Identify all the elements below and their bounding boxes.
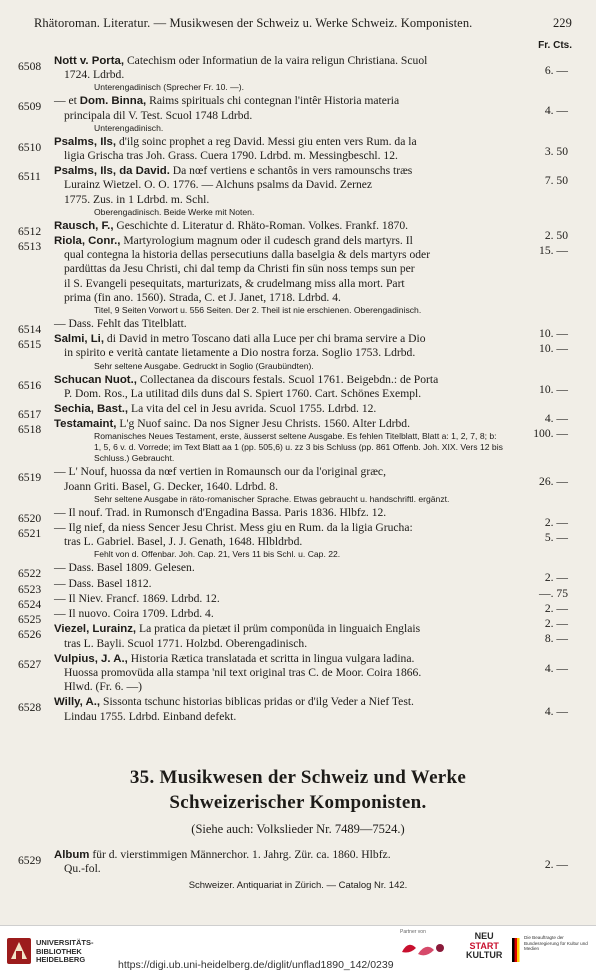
- entry-price: 4. —: [544, 104, 568, 118]
- entry-line: d'ilg soinc prophet a reg David. Messi giu enten vers Rum. da la: [118, 134, 417, 148]
- entry-author: Willy, A.,: [54, 696, 101, 709]
- entry-body: [54, 135, 506, 163]
- entry-line: Trad. in Rumonsch d'Engadina Bassa. Paris 1836. Hlbfz. 12.: [105, 505, 387, 519]
- entry-body: [54, 54, 506, 93]
- entry-line: P. Dom. Ros., La utilitad dils duns dal S. Spiert 1760. Cart. Schönes Exempl.: [64, 386, 422, 400]
- entry-note: Oberengadinisch. Beide Werke mit Noten.: [94, 206, 255, 217]
- entry-author: Salmi, Li,: [54, 333, 105, 346]
- entry-line: da niess Sencer Jesu Christ. Mess giu en Rum. da la ligia Grucha:: [108, 521, 413, 535]
- entry-line: Lindau 1755. Ldrbd. Einband defekt.: [64, 709, 237, 723]
- entry-line: Coira 1709. Ldrbd. 4.: [113, 607, 214, 621]
- entry-note: Sehr seltene Ausgabe in räto-romanischer Sprache. Etwas gebraucht u. handschriftl. ergänzt.: [94, 493, 450, 504]
- entry-number: 6526: [18, 628, 42, 642]
- entry-line: di David in metro Toscano dati alla Luce per chi brama servire a Dio: [106, 332, 426, 346]
- entry-body: [54, 561, 506, 575]
- university-seal-icon: [6, 937, 32, 965]
- partner-label: Partner von: [400, 929, 426, 935]
- entry-body: [54, 622, 506, 650]
- entry-lead: — Il nuovo.: [54, 607, 111, 621]
- entry-price: 2. —: [544, 617, 568, 631]
- entry-line: La pratica da pietæt il prüm componüda in linguaich Englais: [139, 622, 421, 636]
- entry-line: ligia Grischa tras Joh. Grass. Cuera 1790. Ldrbd. m. Messingbeschl. 12.: [64, 149, 398, 163]
- entry-line: Francf. 1869. Ldrbd. 12.: [106, 591, 220, 605]
- entry-price: 10. —: [539, 327, 568, 341]
- entry-price: 3. 50: [544, 144, 568, 158]
- list-item: [18, 373, 574, 401]
- entry-number: 6515: [18, 338, 42, 352]
- list-item: [18, 652, 574, 695]
- entry-line: principala dil V. Test. Scuol 1748 Ldrbd.: [64, 108, 253, 122]
- entry-number: 6529: [18, 854, 42, 867]
- entry-lead: — Il Niev.: [54, 591, 104, 605]
- entry-line: in spirito e verità cantate lietamente a Dio nostra forza. Soglio 1753. Ldrbd.: [64, 346, 416, 360]
- library-logo-text[interactable]: UNIVERSITÄTS- BIBLIOTHEK HEIDELBERG: [36, 938, 94, 964]
- entry-price: 2. —: [544, 571, 568, 585]
- entry-line: L'g Nuof sainc. Da nos Signer Jesu Christs. 1560. Alter Ldrbd.: [119, 417, 410, 431]
- page-url-link[interactable]: https://digi.ub.uni-heidelberg.de/diglit/unflad1890_142/0239: [118, 959, 394, 971]
- entry-line: pardüttas da Jesu Christi, chi dal temp da Christi fin sün noss temps sun per: [64, 262, 415, 276]
- entry-body: [54, 848, 506, 876]
- entry-line: Martyrologium magnum oder il cudesch grand dels martyrs. Il: [123, 234, 413, 248]
- entry-line: Lurainz Wietzel. O. O. 1776. — Alchuns psalms da David. Zernez: [64, 178, 373, 192]
- entry-price: 4. —: [544, 705, 568, 719]
- entry-lead: — et: [54, 94, 77, 108]
- entry-list: [18, 54, 574, 725]
- entry-number: 6528: [18, 701, 42, 715]
- entry-note: Unterengadinisch (Sprecher Fr. 10. —).: [94, 82, 244, 93]
- entry-author: Rausch, F.,: [54, 219, 114, 232]
- entry-note: Romanisches Neues Testament, erste, äusserst seltene Ausgabe. Es fehlen Titelblatt, Blatt a: 1, 2, 7, 8; b: 1, 5, 6 v. d. Vorrede; im Text Blatt aa 1 (pp. 505,6) u. zz 3 bis Schluss (pp. 861 Offenb. Joh. XIX. Vers 12 bis Schluss.) Gebraucht.: [94, 431, 503, 464]
- section-title-line-2: Schweizerischer Komponisten.: [169, 792, 427, 813]
- entry-line: Catechism oder Informatiun de la vaira religun Christiana. Scuol: [126, 54, 428, 67]
- entry-note: Sehr seltene Ausgabe. Gedruckt in Soglio (Graubündten).: [94, 360, 314, 371]
- entry-line: il S. Evangeli pesequitats, marturizats, & crudelmang miss alla mort. Part: [64, 276, 405, 290]
- entry-body: [54, 234, 506, 316]
- list-item: [18, 417, 574, 464]
- entry-body: [54, 332, 506, 371]
- list-item: [18, 695, 574, 723]
- entry-number: 6511: [18, 170, 41, 184]
- entry-line: huossa da nœf vertien in Romaunsch our da l'original græc,: [110, 465, 386, 479]
- entry-line: Basel 1812.: [96, 576, 152, 590]
- entry-number: 6527: [18, 657, 42, 671]
- entry-line: qual contegna la historia dellas persecutiuns dalla baselgia & dels martyrs oder: [64, 248, 431, 262]
- entry-price: 4. —: [544, 661, 568, 675]
- entry-author: Sechia, Bast.,: [54, 403, 129, 416]
- entry-author: Testamaint,: [54, 418, 117, 431]
- entry-line: Qu.-fol.: [64, 862, 101, 876]
- entry-number: 6514: [18, 323, 42, 337]
- entry-number: 6516: [18, 378, 42, 392]
- entry-lead: — Dass.: [54, 317, 94, 331]
- list-item: [18, 465, 574, 504]
- entry-line: Huossa promovüda alla stampa 'nil text original tras C. de Moor. Coira 1866.: [64, 665, 422, 679]
- neustart-kultur-logo[interactable]: NEU START KULTUR: [466, 931, 503, 960]
- entry-line: Hlwd. (Fr. 6. —): [64, 680, 142, 694]
- entry-author: Viezel, Lurainz,: [54, 623, 137, 636]
- entry-number: 6513: [18, 240, 42, 254]
- partner-logo-icon[interactable]: [398, 936, 448, 962]
- entry-author: Album: [54, 849, 90, 861]
- entry-body: [54, 417, 506, 464]
- entry-body: [54, 219, 506, 233]
- entry-price: 26. —: [539, 475, 568, 489]
- list-item: [18, 622, 574, 650]
- section-subtitle: (Siehe auch: Volkslieder Nr. 7489—7524.): [191, 822, 405, 836]
- entry-body: [54, 695, 506, 723]
- entry-price: 2. —: [544, 601, 568, 615]
- entry-number: 6523: [18, 582, 42, 596]
- entry-note: Titel, 9 Seiten Vorwort u. 556 Seiten. Der 2. Theil ist nie erschienen. Oberengadinisch.: [94, 305, 422, 316]
- entry-line: prima (fin ano. 1560). Strada, C. et J. Janet, 1718. Ldrbd. 4.: [64, 290, 341, 304]
- entry-price: 6. —: [544, 64, 568, 77]
- entry-lead: — Dass.: [54, 576, 94, 590]
- entry-line: 1775. Zus. in 1 Ldrbd. m. Schl.: [64, 192, 210, 206]
- list-item: [18, 135, 574, 163]
- entry-number: 6525: [18, 613, 42, 627]
- section-title-line-1: 35. Musikwesen der Schweiz und Werke: [129, 767, 467, 788]
- entry-body: [54, 592, 506, 606]
- running-header: [34, 16, 572, 34]
- entry-line: 1724. Ldrbd.: [64, 68, 125, 82]
- entry-number: 6521: [18, 527, 42, 541]
- entry-line: Fehlt das Titelblatt.: [96, 317, 187, 331]
- catalog-footer: Schweizer. Antiquariat in Zürich. — Catalog Nr. 142.: [188, 880, 408, 891]
- entry-body: [54, 465, 506, 504]
- entry-line: Geschichte d. Literatur d. Rhäto-Roman. Volkes. Frankf. 1870.: [116, 218, 409, 232]
- entry-body: [54, 607, 506, 621]
- entry-price: 10. —: [539, 382, 568, 396]
- list-item: [18, 94, 574, 133]
- entry-line: Da nœf vertiens e schantôs in vers ramounschs træs: [172, 164, 413, 178]
- entry-author: Dom. Binna,: [79, 95, 147, 108]
- entry-author: Nott v. Porta,: [54, 55, 125, 67]
- entry-body: [54, 577, 506, 591]
- entry-line: Joann Griti. Basel, G. Decker, 1640. Ldrbd. 8.: [64, 479, 278, 493]
- entry-price: 2. —: [544, 858, 568, 871]
- entry-number: 6524: [18, 597, 42, 611]
- last-entry: [18, 848, 574, 877]
- entry-line: Historia Rætica translatada et scritta in lingua vulgara ladina.: [130, 651, 415, 665]
- entry-number: 6519: [18, 471, 42, 485]
- list-item: [18, 164, 574, 218]
- entry-number: 6510: [18, 140, 42, 154]
- federal-sponsor-text: Die Beauftragte der Bundesregierung für Kultur und Medien: [524, 935, 588, 952]
- entry-price: 7. 50: [544, 174, 568, 188]
- header-title: Rhätoroman. Literatur. — Musikwesen der Schweiz u. Werke Schweiz. Komponisten.: [34, 16, 473, 30]
- entry-number: 6518: [18, 423, 42, 437]
- currency-label: Fr. Cts.: [538, 40, 572, 51]
- list-item: [18, 848, 574, 876]
- entry-lead: — Dass.: [54, 561, 94, 575]
- entry-line: tras L. Gabriel. Basel, J. J. Genath, 1648. Hlbldrbd.: [64, 535, 303, 549]
- entry-author: Riola, Conr.,: [54, 235, 121, 248]
- entry-line: La vita del cel in Jesu avrida. Scuol 1755. Ldrbd. 12.: [130, 402, 377, 416]
- page-number: 229: [552, 16, 572, 30]
- entry-body: [54, 164, 506, 218]
- entry-body: [54, 506, 506, 520]
- entry-body: [54, 317, 506, 331]
- section-heading: [0, 765, 596, 837]
- entry-number: 6508: [18, 60, 42, 73]
- entry-body: [54, 521, 506, 560]
- viewer-bottom-bar: [0, 925, 596, 975]
- entry-author: Psalms, Ils, da David.: [54, 165, 170, 178]
- list-item: [18, 234, 574, 316]
- entry-line: Collectanea da discours festals. Scuol 1761. Beigebdn.: de Porta: [139, 372, 439, 386]
- entry-price: 8. —: [544, 632, 568, 646]
- list-item: [18, 54, 574, 93]
- entry-price: 2. 50: [544, 228, 568, 242]
- entry-price: 2. —: [544, 515, 568, 529]
- entry-author: Vulpius, J. A.,: [54, 652, 128, 665]
- entry-price: 10. —: [539, 342, 568, 356]
- entry-line: tras L. Bayli. Scuol 1771. Holzbd. Oberengadinisch.: [64, 636, 308, 650]
- entry-number: 6509: [18, 100, 42, 114]
- list-item: [18, 332, 574, 371]
- entry-author: Psalms, Ils,: [54, 135, 117, 148]
- list-item: [18, 521, 574, 560]
- entry-body: [54, 94, 506, 133]
- entry-line: Sissonta tschunc historias biblicas pridas or d'ilg Veder a Nief Test.: [103, 695, 414, 709]
- entry-line: Raims spirituals chi contegnan l'intêr Historia materia: [149, 94, 400, 108]
- entry-lead: — Ilg nief,: [54, 521, 106, 535]
- entry-lead: — Il nouf.: [54, 505, 103, 519]
- entry-body: [54, 402, 506, 416]
- entry-note: Fehlt von d. Offenbar. Joh. Cap. 21, Vers 11 bis Schl. u. Cap. 22.: [94, 549, 341, 560]
- entry-number: 6517: [18, 408, 42, 422]
- entry-line: für d. vierstimmigen Männerchor. 1. Jahrg. Zür. ca. 1860. Hlbfz.: [92, 848, 391, 861]
- entry-price: 100. —: [533, 427, 568, 441]
- entry-price: 5. —: [544, 531, 568, 545]
- entry-note: Unterengadinisch.: [94, 122, 164, 133]
- entry-number: 6522: [18, 567, 42, 581]
- entry-lead: — L' Nouf,: [54, 465, 108, 479]
- entry-number: 6520: [18, 511, 42, 525]
- entry-body: [54, 652, 506, 695]
- entry-author: Schucan Nuot.,: [54, 373, 137, 386]
- entry-price: —. 75: [539, 586, 568, 600]
- entry-number: 6512: [18, 224, 42, 238]
- entry-price: 4. —: [544, 412, 568, 426]
- entry-body: [54, 373, 506, 401]
- entry-line: Basel 1809. Gelesen.: [96, 561, 195, 575]
- entry-price: 15. —: [539, 244, 568, 258]
